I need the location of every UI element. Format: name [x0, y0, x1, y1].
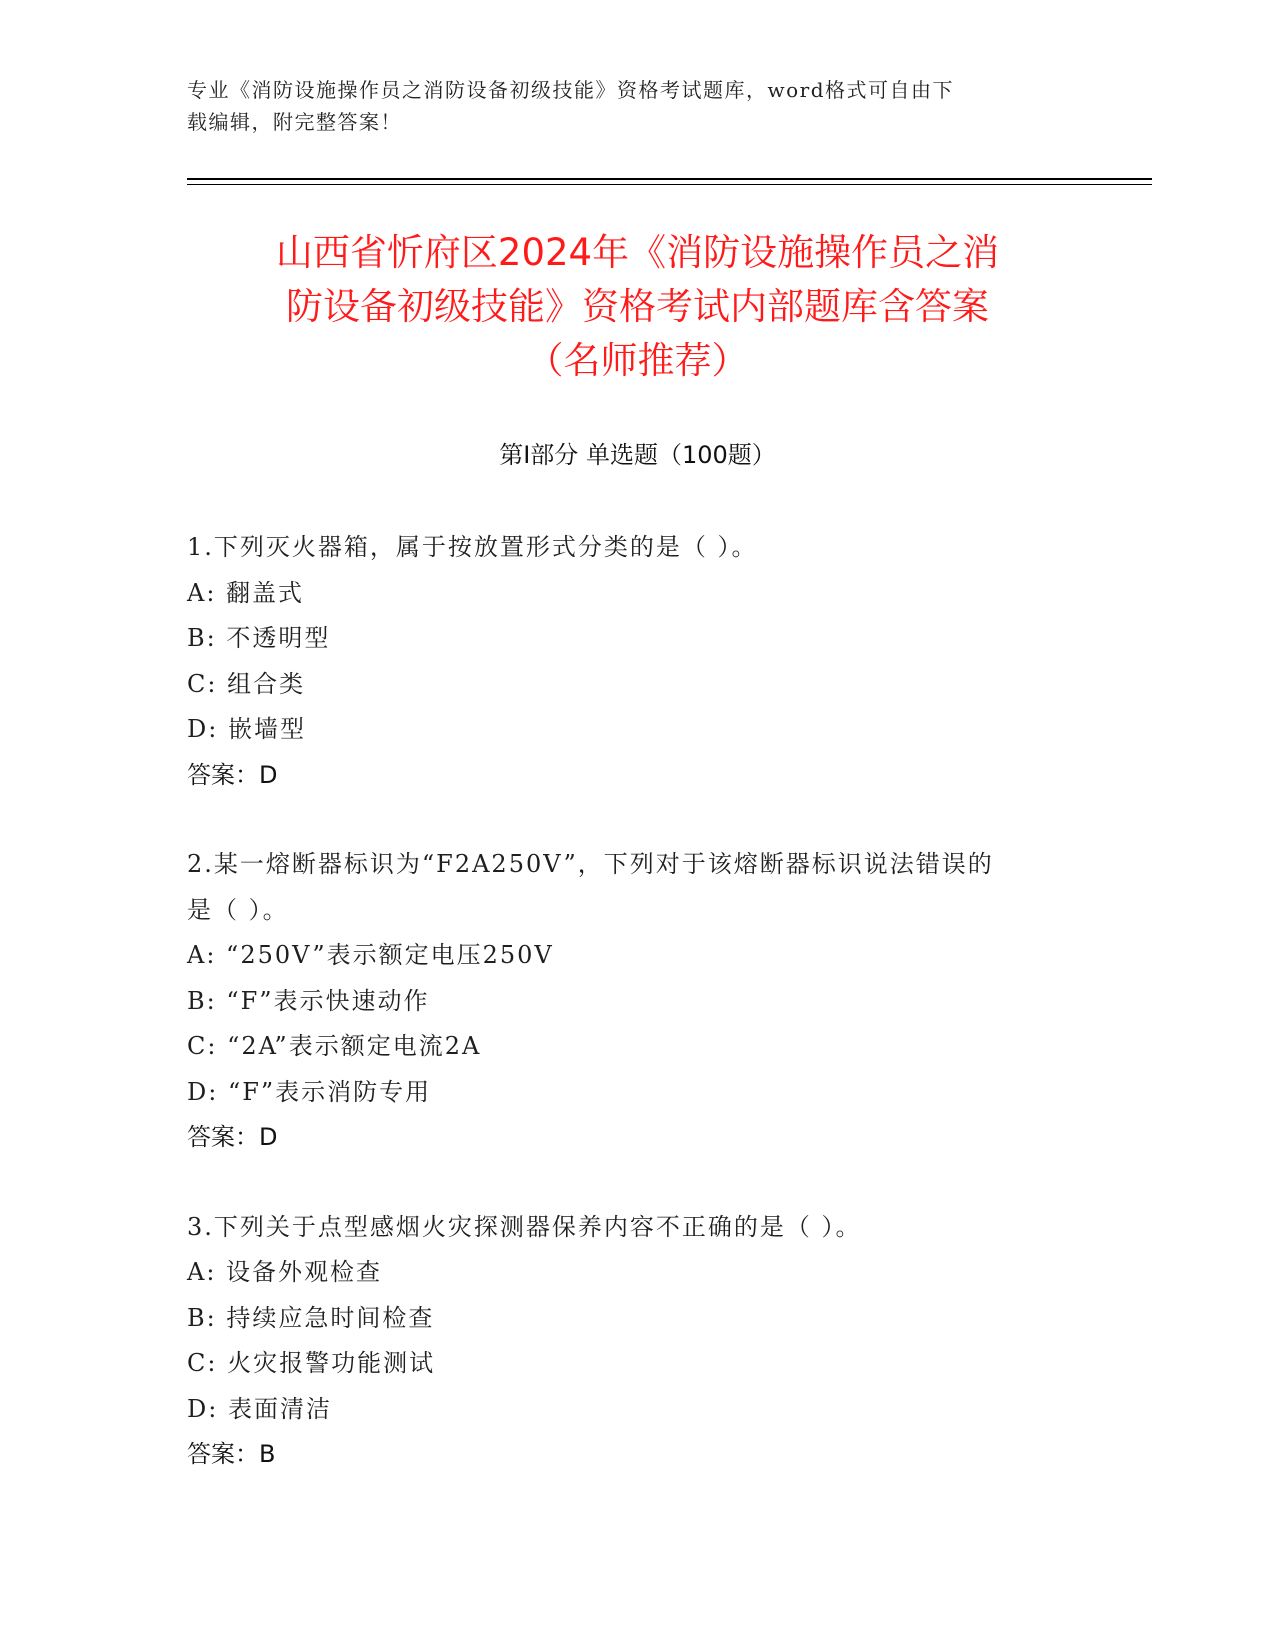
question-3-answer: 答案：B	[187, 1440, 276, 1468]
question-1-stem: 1.下列灭火器箱，属于按放置形式分类的是（ ）。	[187, 533, 758, 561]
document-title-line-2: 防设备初级技能》资格考试内部题库含答案	[286, 285, 989, 328]
question-1-option-d: D: 嵌墙型	[187, 715, 306, 743]
document-title-line-3: （名师推荐）	[526, 339, 749, 382]
question-1-option-a: A: 翻盖式	[187, 578, 305, 607]
question-3-option-d: D: 表面清洁	[187, 1394, 332, 1423]
question-2-stem-line-2: 是（ ）。	[187, 895, 289, 924]
header-note	[187, 74, 1067, 138]
question-3-stem: 3.下列关于点型感烟火灾探测器保养内容不正确的是（ ）。	[187, 1212, 862, 1241]
question-2	[187, 842, 1087, 1161]
question-2-option-d: D: “F”表示消防专用	[187, 1077, 432, 1106]
question-3	[187, 1205, 1087, 1478]
header-note-line-1: 专业《消防设施操作员之消防设备初级技能》资格考试题库，word格式可自由下	[187, 78, 955, 102]
question-list	[187, 525, 1087, 1522]
question-3-option-b: B: 持续应急时间检查	[187, 1303, 435, 1332]
document-title-line-1: 山西省忻府区2024年《消防设施操作员之消	[275, 231, 1000, 274]
question-1	[187, 525, 1087, 798]
question-1-option-b: B: 不透明型	[187, 624, 331, 652]
question-3-option-c: C: 火灾报警功能测试	[187, 1349, 436, 1377]
header-divider-thin	[187, 184, 1152, 185]
question-2-option-c: C: “2A”表示额定电流2A	[187, 1032, 482, 1060]
question-2-option-a: A: “250V”表示额定电压250V	[187, 941, 554, 969]
question-2-stem-line-1: 2.某一熔断器标识为“F2A250V”，下列对于该熔断器标识说法错误的	[187, 850, 994, 878]
question-2-option-b: B: “F”表示快速动作	[187, 986, 430, 1015]
question-3-option-a: A: 设备外观检查	[187, 1258, 383, 1286]
question-2-answer: 答案：D	[187, 1123, 278, 1151]
document-title	[170, 226, 1105, 388]
question-1-answer: 答案：D	[187, 760, 278, 789]
header-note-line-2: 载编辑，附完整答案！	[187, 110, 402, 134]
section-heading: 第Ⅰ部分 单选题（100题）	[499, 441, 776, 469]
question-1-option-c: C: 组合类	[187, 669, 306, 698]
header-divider-thick	[187, 178, 1152, 180]
